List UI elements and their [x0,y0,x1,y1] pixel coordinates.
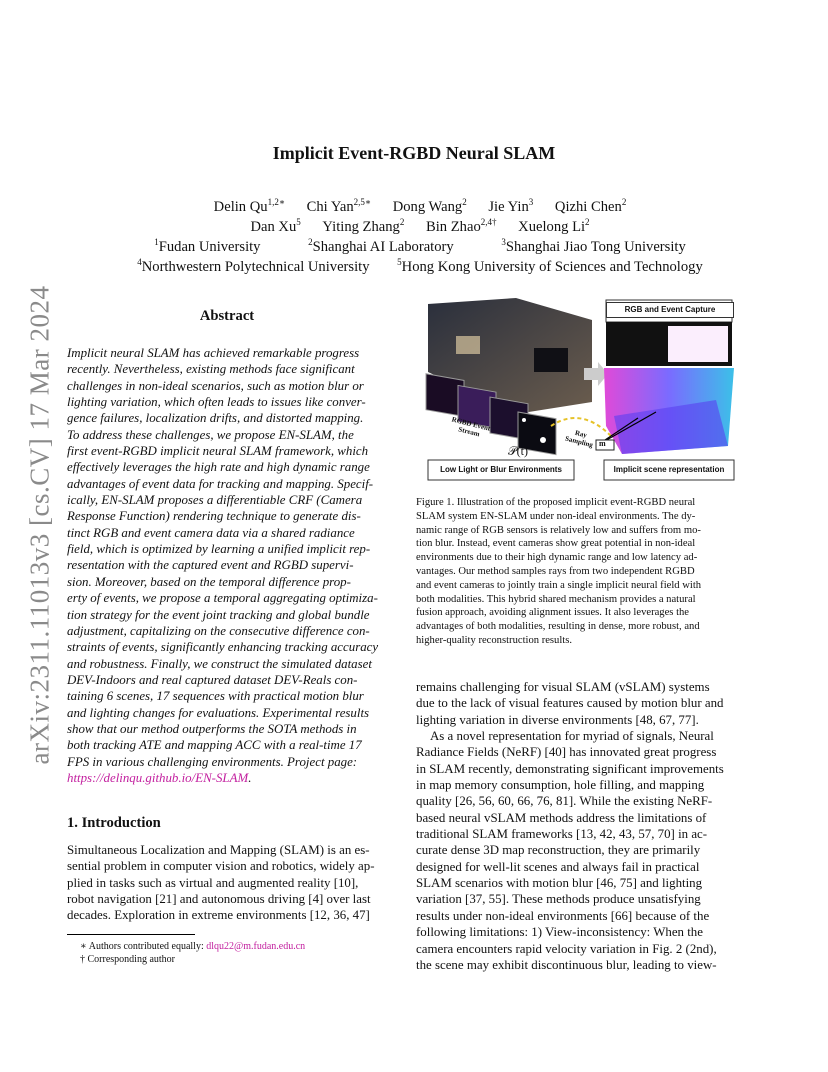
body-line: camera encounters rapid velocity variation in Fig. 2 (2nd), [416,941,717,956]
abstract-line: DEV-Indoors and real captured dataset DEV-Reals con- [67,672,358,687]
footnote-authors: ∗ Authors contributed equally: dlqu22@m.fudan.edu.cn [80,941,306,952]
caption-line: fusion approach, avoiding alignment issues. It also leverages the [416,607,690,619]
body-line: designed for well-lit scenes and always fail in practical [416,859,700,874]
abstract-line: FPS in various challenging environments. Project page: [67,754,358,769]
body-line: Radiance Fields (NeRF) [40] has innovated great progress [416,745,717,760]
abstract-line: straints of events, significantly enhancing tracking accuracy [67,640,379,655]
footnote-corresponding: † Corresponding author [80,954,175,965]
label-m: m [599,439,606,448]
body-line: robot navigation [21] and autonomous driving [4] over last [67,892,371,907]
affiliation: $^1$Fudan University [154,237,261,255]
affiliation: $^2$Shanghai AI Laboratory [308,237,454,255]
caption-line: advantages of both modalities, resulting in dense, more robust, and [416,621,700,633]
body-line: results under non-ideal environments [66] because of the [416,908,710,923]
caption-line: vantages. Our method samples rays from two independent RGBD [416,565,695,577]
body-line: based neural vSLAM methods address the limitations of [416,810,707,825]
abstract-line: Response Function) rendering technique to generate dis- [67,509,361,524]
author: Delin $Qu^{1,2∗}$ [213,197,285,215]
abstract-line: adjustment, capitalizing on the consecutive difference con- [67,623,370,638]
abstract-line: tinct RGB and event camera data via a shared radiance [67,525,355,540]
abstract-line: Implicit neural SLAM has achieved remarkable progress [67,346,360,360]
abstract-line: challenges in non-ideal scenarios, such as motion blur or [67,378,364,393]
body-line: in SLAM recently, demonstrating significant improvements [416,761,724,776]
body-line: quality [26, 56, 60, 66, 76, 81]. While the existing NeRF- [416,794,713,809]
body-line: sential problem in computer vision and robotics, widely ap- [67,859,375,874]
paper-title: Implicit Event-RGBD Neural SLAM [272,143,556,163]
footnote-rule [67,934,195,935]
abstract-line: advantages of event data for tracking and mapping. Specif- [67,476,374,491]
abstract-line: resentation with the captured event and RGBD supervi- [67,558,354,573]
body-line: remains challenging for visual SLAM (vSLAM) systems [416,680,710,694]
label-ray-sampling: Ray Sampling [564,428,594,450]
caption-line: SLAM system EN-SLAM under non-ideal environments. The dy- [416,510,696,522]
caption-line: Figure 1. Illustration of the proposed implicit event-RGBD neural [416,497,696,508]
abstract-line: effectively leverages the high rate and high dynamic range [67,460,370,475]
section-title: 1. Introduction [67,815,161,831]
abstract-line: erty of events, we propose a temporal aggregating optimiza- [67,591,378,606]
abstract-line: and lighting changes for evaluations. Experimental results [67,705,370,720]
label-low-light: Low Light or Blur Environments [440,465,562,474]
caption-line: namic range of RGB sensors is relatively low and suffers from mo- [416,524,701,536]
author: Dong Wang$^2$ [392,197,467,215]
abstract-line: taining 6 scenes, 17 sequences with practical motion blur [67,689,364,704]
affiliation: $^4$Northwestern Polytechnical University [137,257,370,275]
body-line: in map memory consumption, hole filling, and mapping [416,778,705,793]
label-rgb-event: RGB and Event Capture [606,302,734,318]
affiliation: $^3$Shanghai Jiao Tong University [501,237,686,255]
caption-line: higher-quality reconstruction results. [416,634,573,646]
project-page-link[interactable]: https://delinqu.github.io/EN-SLAM [67,770,249,785]
label-rgbd-stream: RGBD Event Stream [450,415,492,439]
abstract-line: tion strategy for the event joint tracking and global bundle [67,607,370,622]
body-line: Simultaneous Localization and Mapping (SLAM) is an es- [67,843,370,857]
body-line: curate dense 3D map reconstruction, they are primarily [416,843,701,858]
abstract-body: Implicit neural SLAM has achieved remarkable progress recently. Nevertheless, existing methods face significant challenges in non-ideal scenarios, such as motion blur or lighting variation, which often leads to issues like conver- gence failures, localization drifts, and distorted mapping. To address these challenges, we propose EN-SLAM, the first event-RGBD implicit neural SLAM framework, which effectively leverages the high rate and high dynamic range advantages of event data for tracking and mapping. Specif- ically, EN-SLAM proposes a differentiable CRF (Camera Response Function) rendering technique to generate dis- tinct RGB and event camera data via a shared radiance field, which is optimized by learning a unified implicit rep- resentation with the captured event and RGBD supervi- sion. Moreover, based on the temporal difference prop- erty of events, we propose a temporal aggregating optimiza- tion strategy for the event joint tracking and global bundle adjustment, capitalizing on the consecutive difference con- straints of events, significantly enhancing tracking accuracy and robustness. Finally, we construct the simulated dataset DEV-Indoors and real captured dataset DEV-Reals con- taining 6 scenes, 17 sequences with practical motion blur and lighting changes for evaluations. Experimental results show that our method outperforms the SOTA methods in both tracking ATE and mapping ACC with a real-time 17 FPS in various challenging environments. Project page: https://delinqu.github.io/EN-SLAM. [67,345,387,786]
body-line: As a novel representation for myriad of signals, Neural [430,729,714,744]
figure-illustration [416,296,746,486]
right-column-body [416,679,738,973]
abstract-line: To address these challenges, we propose EN-SLAM, the [67,427,354,442]
arxiv-identifier [20,285,60,765]
abstract-line: recently. Nevertheless, existing methods face significant [67,362,355,377]
author: Xuelong Li$^2$ [518,217,590,235]
body-line: plied in tasks such as virtual and augmented reality [10], [67,875,359,890]
body-line: traditional SLAM frameworks [13, 42, 43, 57, 70] in ac- [416,827,708,842]
abstract-line: field, which is optimized by learning a unified implicit rep- [67,542,371,557]
label-implicit: Implicit scene representation [613,465,725,474]
figure-1 [416,296,746,486]
abstract-line: both tracking ATE and mapping ACC with a real-time 17 [67,738,362,753]
author: Jie Yin$^3$ [488,197,534,215]
abstract-line: first event-RGBD implicit neural SLAM framework, which [67,444,369,459]
abstract-line: and robustness. Finally, we construct the simulated dataset [67,656,372,671]
abstract-line: sion. Moreover, based on the temporal difference prop- [67,574,351,589]
caption-line: both modalities. This hybrid shared mechanism provides a natural [416,593,696,605]
affiliation-line-2 [60,253,780,277]
author: Dan Xu$^5$ [250,217,301,235]
abstract-line: show that our method outperforms the SOTA methods in [67,721,357,736]
author: Bin Zhao$^{2,4\dagger}$ [426,217,497,235]
abstract-line: gence failures, localization drifts, and distorted mapping. [67,411,364,426]
author: Yiting Zhang$^2$ [322,217,405,235]
intro-heading [67,815,161,832]
abstract-heading [67,308,387,325]
abstract-line: lighting variation, which often leads to issues like conver- [67,395,366,410]
body-line: lighting variation in diverse environments [48, 67, 77]. [416,712,699,727]
email-link[interactable]: dlqu22@m.fudan.edu.cn [206,941,306,952]
body-line: variation [37, 55]. These methods produce unsatisfying [416,892,701,907]
affiliation: $^5$Hong Kong University of Sciences and Technology [397,257,703,275]
author: Qizhi Chen$^2$ [554,197,627,215]
abstract-line: ically, EN-SLAM proposes a differentiable CRF (Camera [67,493,363,508]
figure-caption [416,496,738,648]
caption-line: and event cameras to jointly train a single implicit neural field with [416,579,702,591]
arxiv-id-text: arXiv:2311.11013v3 [cs.CV] 17 Mar 2024 [24,285,55,765]
caption-line: tion blur. Instead, event cameras show great potential in non-ideal [416,538,696,550]
body-line: following limitations: 1) View-inconsistency: When the [416,925,703,940]
abstract-title: Abstract [199,308,255,324]
body-line: due to the lack of visual features caused by motion blur and [416,696,724,711]
label-pt: 𝒫(t) [508,444,528,458]
caption-line: environments due to their high dynamic range and low latency ad- [416,552,698,564]
author: Chi Yan$^{2,5∗}$ [306,197,372,215]
intro-body [67,842,389,924]
body-line: SLAM scenarios with motion blur [46, 75] and lighting [416,876,703,891]
body-line: the scene may exhibit discontinuous blur, leading to view- [416,957,717,972]
body-line: decades. Exploration in extreme environments [12, 36, 47] [67,908,370,923]
